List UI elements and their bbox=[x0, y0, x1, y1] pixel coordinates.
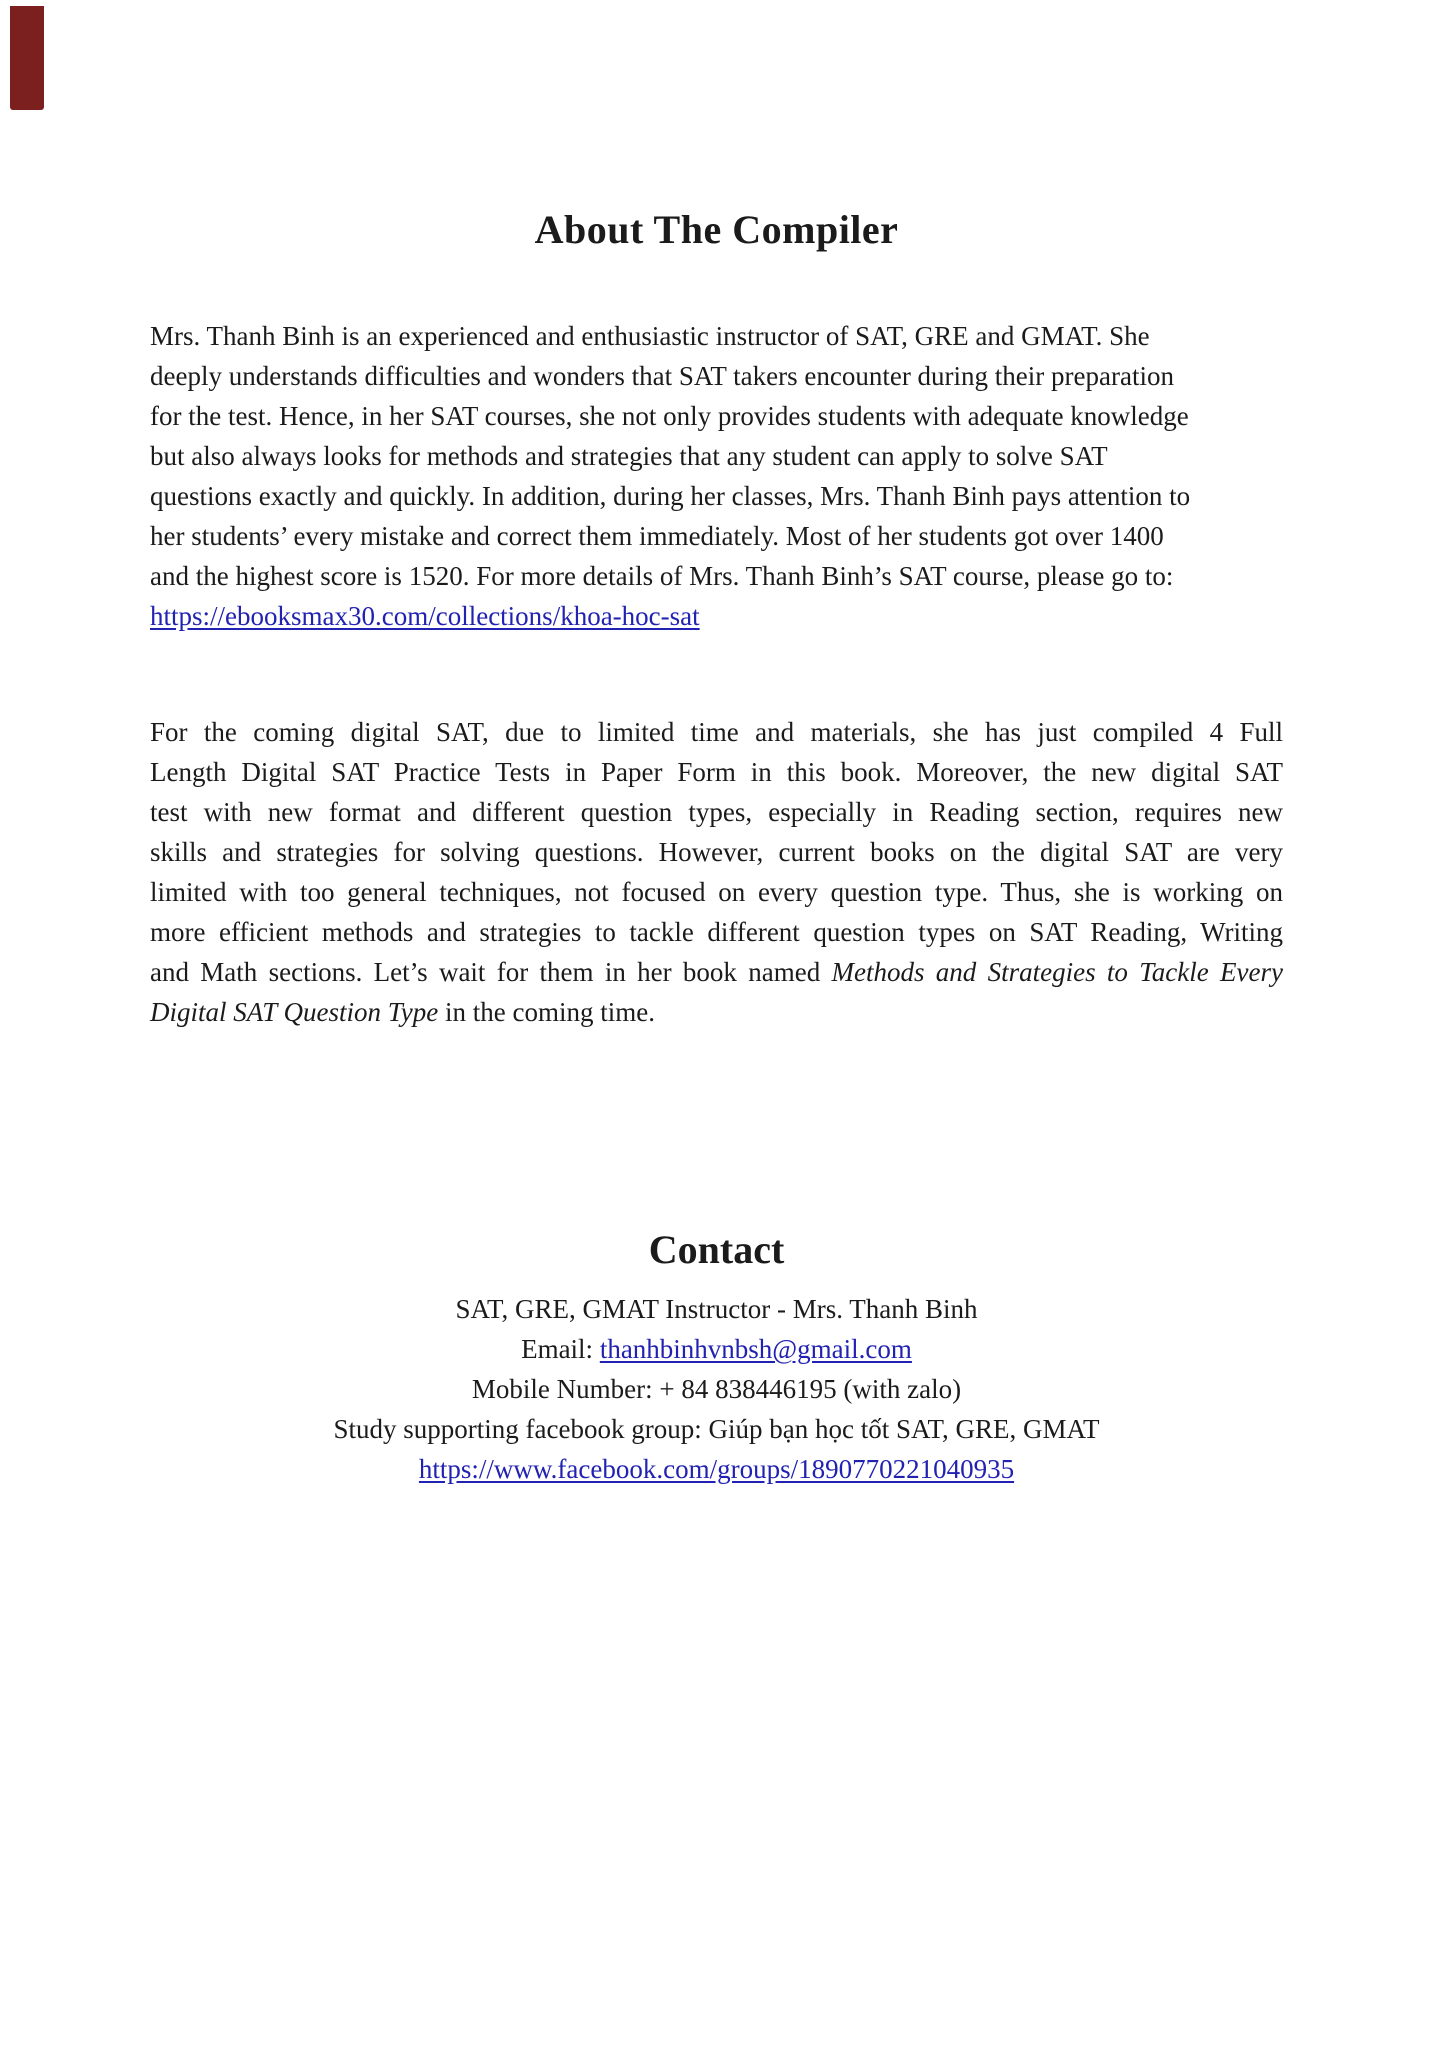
text-segment: Email: bbox=[521, 1334, 600, 1364]
text-segment: Digital SAT Question Type bbox=[150, 997, 439, 1027]
text-segment: test with new format and different question types, especially in Reading section, requires new bbox=[150, 797, 1283, 827]
text-line bbox=[150, 1409, 1283, 1449]
text-segment: skills and strategies for solving questions. However, current books on the digital SAT are very bbox=[150, 837, 1283, 867]
text-segment: more efficient methods and strategies to tackle different question types on SAT Reading, Writing bbox=[150, 917, 1283, 947]
hyperlink[interactable]: https://www.facebook.com/groups/1890770221040935 bbox=[418, 1454, 1015, 1484]
text-segment: in the coming time. bbox=[438, 997, 655, 1027]
text-line bbox=[150, 952, 1283, 992]
text-segment: but also always looks for methods and strategies that any student can apply to solve SAT bbox=[150, 441, 1108, 471]
text-line bbox=[150, 832, 1283, 872]
text-segment: deeply understands difficulties and wonders that SAT takers encounter during their preparation bbox=[150, 361, 1174, 391]
text-segment: questions exactly and quickly. In addition, during her classes, Mrs. Thanh Binh pays attention to bbox=[150, 481, 1191, 511]
text-line bbox=[150, 396, 1283, 436]
about-paragraph-1 bbox=[150, 316, 1283, 636]
about-paragraph-2 bbox=[150, 712, 1283, 1032]
text-line bbox=[150, 992, 1283, 1032]
text-segment: Mrs. Thanh Binh is an experienced and enthusiastic instructor of SAT, GRE and GMAT. She bbox=[150, 321, 1150, 351]
text-segment: for the test. Hence, in her SAT courses, she not only provides students with adequate knowledge bbox=[150, 401, 1189, 431]
text-line bbox=[150, 1449, 1283, 1489]
text-line bbox=[150, 556, 1283, 596]
text-segment: limited with too general techniques, not focused on every question type. Thus, she is working on bbox=[150, 877, 1283, 907]
text-line bbox=[150, 476, 1283, 516]
hyperlink[interactable]: thanhbinhvnbsh@gmail.com bbox=[599, 1334, 912, 1364]
bookmark-ribbon bbox=[10, 6, 44, 110]
page-title: About The Compiler bbox=[534, 207, 899, 252]
text-line bbox=[150, 752, 1283, 792]
hyperlink[interactable]: https://ebooksmax30.com/collections/khoa-hoc-sat bbox=[150, 601, 700, 631]
text-segment: Study supporting facebook group: Giúp bạn học tốt SAT, GRE, GMAT bbox=[333, 1414, 1100, 1444]
text-line bbox=[150, 436, 1283, 476]
contact-block bbox=[150, 1289, 1283, 1489]
text-line bbox=[150, 912, 1283, 952]
text-segment: her students’ every mistake and correct them immediately. Most of her students got over 1400 bbox=[150, 521, 1164, 551]
text-line bbox=[150, 872, 1283, 912]
text-line bbox=[150, 316, 1283, 356]
text-segment: SAT, GRE, GMAT Instructor - Mrs. Thanh Binh bbox=[455, 1294, 978, 1324]
text-segment: and Math sections. Let’s wait for them in her book named bbox=[150, 957, 832, 987]
text-segment: Length Digital SAT Practice Tests in Paper Form in this book. Moreover, the new digital SAT bbox=[150, 757, 1283, 787]
text-segment: Methods and Strategies to Tackle Every bbox=[831, 957, 1283, 987]
text-line bbox=[150, 596, 1283, 636]
text-line bbox=[150, 1369, 1283, 1409]
contact-heading: Contact bbox=[648, 1227, 785, 1272]
text-segment: and the highest score is 1520. For more details of Mrs. Thanh Binh’s SAT course, please go to: bbox=[150, 561, 1174, 591]
text-line bbox=[150, 712, 1283, 752]
text-segment: For the coming digital SAT, due to limited time and materials, she has just compiled 4 Full bbox=[150, 717, 1283, 747]
text-line bbox=[150, 792, 1283, 832]
text-segment: Mobile Number: + 84 838446195 (with zalo) bbox=[471, 1374, 962, 1404]
text-line bbox=[150, 516, 1283, 556]
text-line bbox=[150, 1289, 1283, 1329]
text-line bbox=[150, 1329, 1283, 1369]
text-line bbox=[150, 356, 1283, 396]
